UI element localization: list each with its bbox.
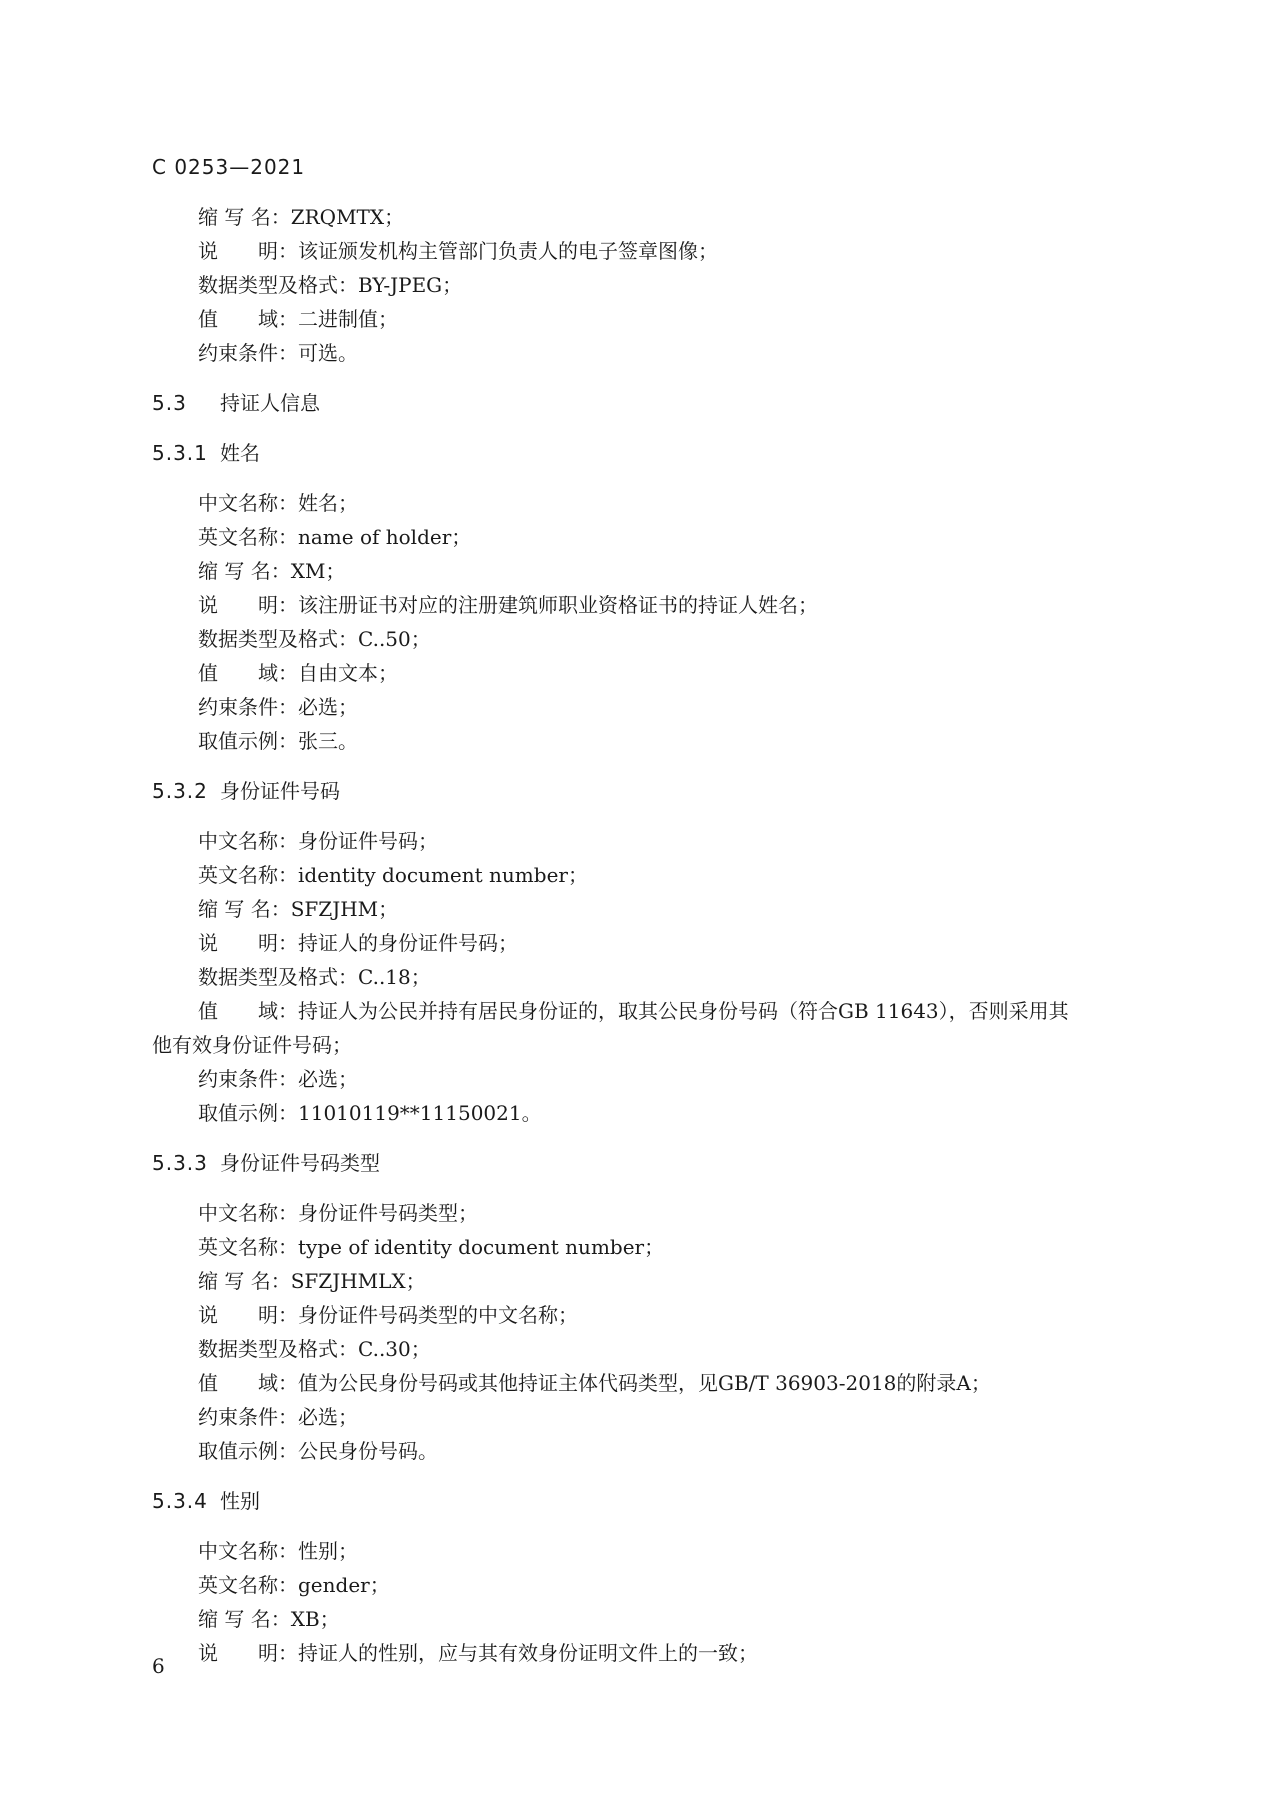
field-line: 约束条件：必选； <box>198 1405 358 1429</box>
section-number: 5.3.3 <box>152 1151 208 1175</box>
section-heading-5-3-1 <box>152 436 1162 470</box>
section-title: 持证人信息 <box>220 391 320 415</box>
field-list-5-3-1 <box>152 486 1162 758</box>
document-body <box>152 200 1162 1670</box>
section-heading-5-3 <box>152 386 1162 420</box>
section-title: 性别 <box>220 1489 260 1513</box>
section-title: 姓名 <box>220 441 260 465</box>
field-list-5-3-4 <box>152 1534 1162 1670</box>
value-domain-line: 值 域：持证人为公民并持有居民身份证的，取其公民身份号码（符合GB 11643），否则采用其 <box>198 999 1069 1023</box>
section-number: 5.3.4 <box>152 1489 208 1513</box>
field-line: 说 明：持证人的身份证件号码； <box>198 931 518 955</box>
field-line: 值 域：自由文本； <box>198 661 398 685</box>
field-line: 数据类型及格式：BY-JPEG； <box>198 273 463 297</box>
section-number: 5.3.1 <box>152 441 208 465</box>
field-line: 中文名称：身份证件号码； <box>198 829 438 853</box>
section-heading-5-3-3 <box>152 1146 1162 1180</box>
field-line: 值 域：值为公民身份号码或其他持证主体代码类型，见GB/T 36903-2018的附录A； <box>198 1371 991 1395</box>
field-line: 缩 写 名：SFZJHMLX； <box>198 1269 426 1293</box>
field-line: 数据类型及格式：C..30； <box>198 1337 431 1361</box>
continuation-text: 他有效身份证件号码； <box>152 1033 352 1057</box>
field-line: 英文名称：name of holder； <box>198 525 472 549</box>
field-line: 值 域：二进制值； <box>198 307 398 331</box>
section-number: 5.3 <box>152 391 187 415</box>
intro-field-list <box>152 200 1162 370</box>
field-line: 缩 写 名：XB； <box>198 1607 340 1631</box>
field-line: 中文名称：性别； <box>198 1539 358 1563</box>
field-line: 说 明：身份证件号码类型的中文名称； <box>198 1303 578 1327</box>
section-title: 身份证件号码 <box>220 779 340 803</box>
value-domain-continuation <box>152 1028 1162 1062</box>
field-line: 约束条件：必选； <box>198 1067 358 1091</box>
field-line: 说 明：该注册证书对应的注册建筑师职业资格证书的持证人姓名； <box>198 593 818 617</box>
section-heading-5-3-4 <box>152 1484 1162 1518</box>
field-line: 中文名称：身份证件号码类型； <box>198 1201 478 1225</box>
field-line: 缩 写 名：SFZJHM； <box>198 897 399 921</box>
field-list-5-3-2 <box>152 824 1162 1130</box>
field-line: 取值示例：公民身份号码。 <box>198 1439 438 1463</box>
section-title: 身份证件号码类型 <box>220 1151 380 1175</box>
field-line: 约束条件：必选； <box>198 695 358 719</box>
section-heading-5-3-2 <box>152 774 1162 808</box>
field-line: 中文名称：姓名； <box>198 491 358 515</box>
field-list-5-3-3 <box>152 1196 1162 1468</box>
field-line: 数据类型及格式：C..18； <box>198 965 431 989</box>
field-line: 英文名称：type of identity document number； <box>198 1235 665 1259</box>
field-line: 英文名称：identity document number； <box>198 863 588 887</box>
field-line: 数据类型及格式：C..50； <box>198 627 431 651</box>
field-line: 取值示例：11010119**11150021。 <box>198 1101 542 1125</box>
section-number: 5.3.2 <box>152 779 208 803</box>
field-line: 缩 写 名：XM； <box>198 559 346 583</box>
field-line: 约束条件：可选。 <box>198 341 358 365</box>
field-line: 缩 写 名：ZRQMTX； <box>198 205 405 229</box>
field-line: 英文名称：gender； <box>198 1573 390 1597</box>
field-line: 说 明：持证人的性别，应与其有效身份证明文件上的一致； <box>198 1641 758 1665</box>
standard-code: C 0253—2021 <box>152 155 306 179</box>
page-number: 6 <box>152 1654 165 1678</box>
field-line: 取值示例：张三。 <box>198 729 358 753</box>
field-line: 说 明：该证颁发机构主管部门负责人的电子签章图像； <box>198 239 718 263</box>
